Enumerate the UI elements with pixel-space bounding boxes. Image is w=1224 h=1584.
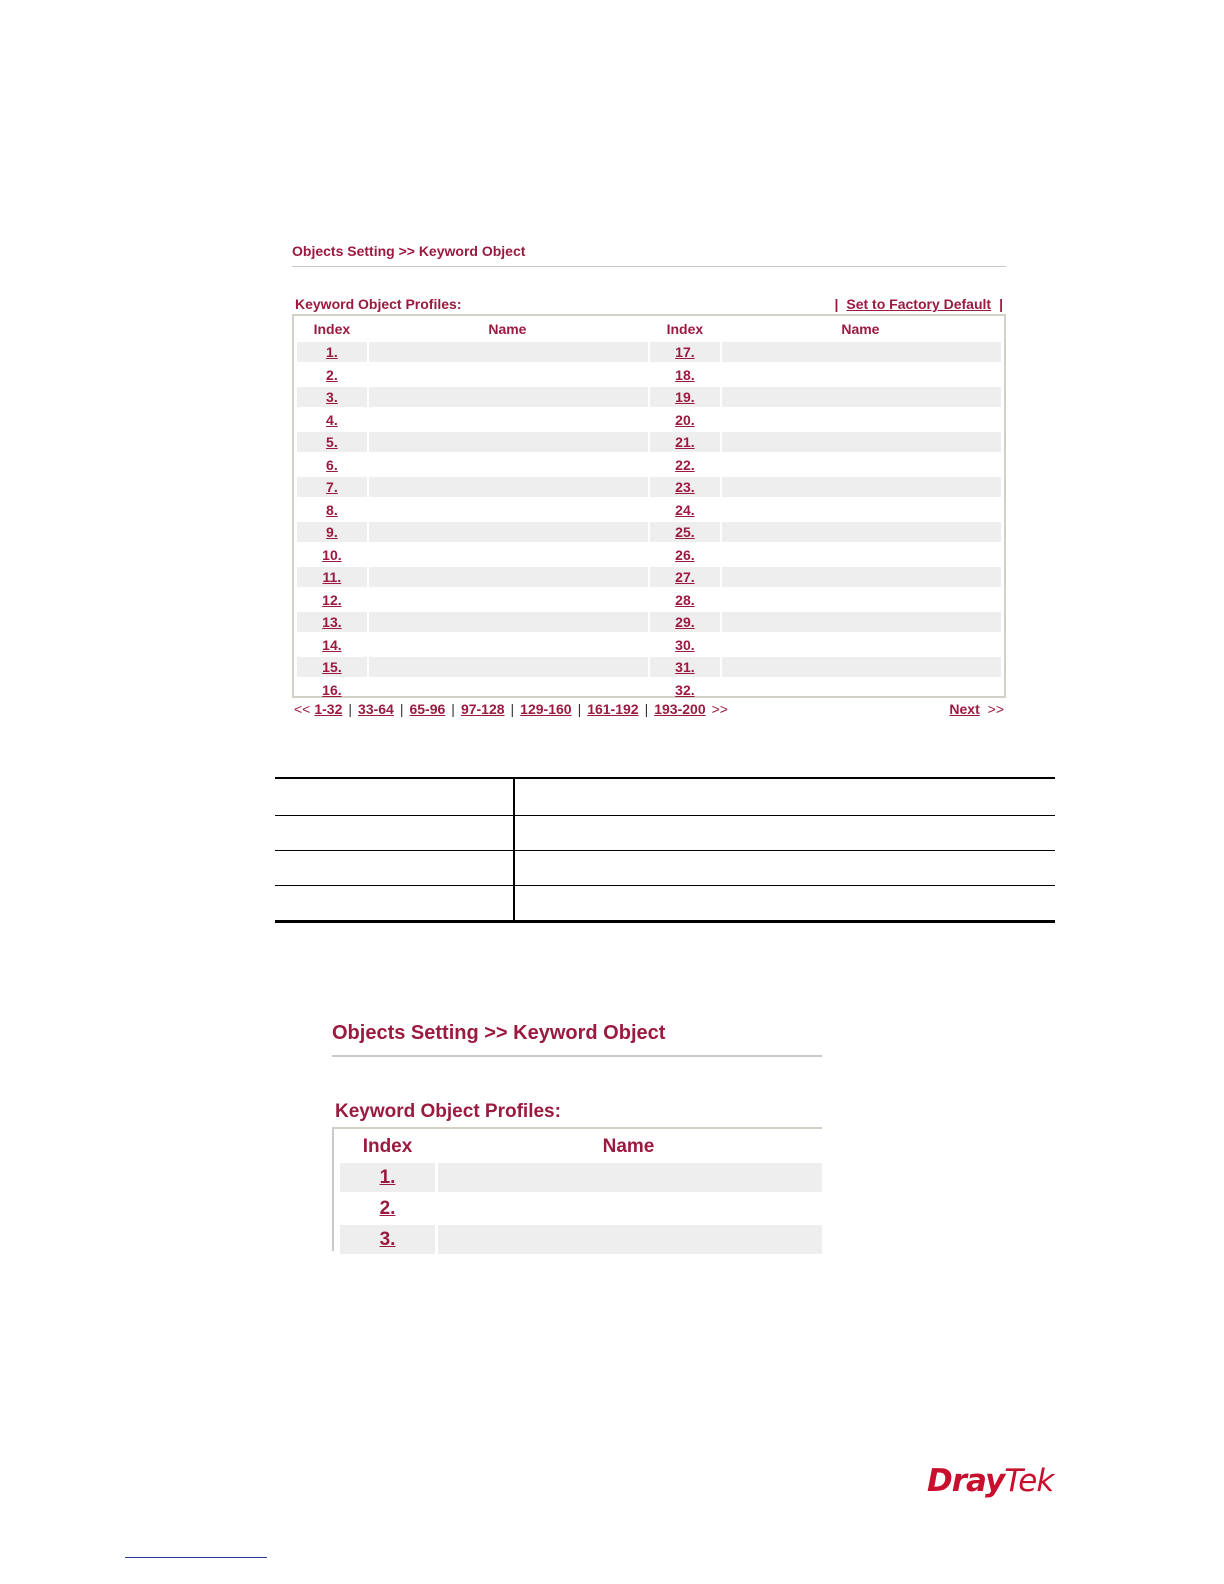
keyword-object-zoomed-screenshot: [332, 1018, 822, 1251]
breadcrumb: Objects Setting >> Keyword Object: [332, 1018, 822, 1057]
table-row: [297, 364, 1001, 387]
index-cell: [340, 1194, 435, 1223]
table-row: [340, 1163, 822, 1194]
table-header: [297, 319, 1001, 341]
index-cell: [297, 432, 367, 452]
profile-index-link[interactable]: 1.: [326, 344, 338, 360]
table-row: [297, 679, 1001, 702]
profile-index-link[interactable]: 24.: [675, 501, 695, 518]
profile-index-link[interactable]: 15.: [322, 659, 342, 675]
name-cell: [369, 590, 648, 610]
index-cell: [650, 612, 720, 632]
index-cell: [297, 635, 367, 655]
table-row: [340, 1194, 822, 1225]
name-cell: [369, 612, 648, 632]
column-header-index: Index: [313, 321, 351, 337]
table-row: [297, 521, 1001, 544]
name-cell: [369, 657, 648, 677]
separator: |: [834, 296, 839, 312]
table-row: [297, 431, 1001, 454]
profile-index-link[interactable]: 18.: [675, 366, 695, 383]
profile-index-link[interactable]: 3.: [379, 1229, 396, 1250]
table-rows: [340, 1163, 822, 1256]
index-cell: [650, 522, 720, 542]
name-cell: [369, 500, 648, 520]
index-cell: [297, 680, 367, 700]
index-cell: [297, 657, 367, 677]
profile-index-link[interactable]: 26.: [675, 546, 695, 563]
index-cell: [297, 500, 367, 520]
index-cell: [650, 545, 720, 565]
index-cell: [297, 410, 367, 430]
name-cell: [722, 545, 1001, 565]
index-cell: [650, 365, 720, 385]
separator: |: [348, 701, 353, 717]
logo-dray: Dray: [927, 1463, 1005, 1499]
profile-index-link[interactable]: 13.: [322, 614, 342, 630]
name-cell: [369, 635, 648, 655]
table-row: [297, 544, 1001, 567]
page-range-link[interactable]: 129-160: [520, 701, 572, 717]
factory-default-group: [826, 296, 1003, 314]
index-cell: [297, 545, 367, 565]
logo-tek: Tek: [1004, 1463, 1054, 1499]
column-header-name: Name: [488, 321, 527, 337]
table-row: [297, 499, 1001, 522]
profile-index-link[interactable]: 31.: [675, 659, 695, 675]
table-row: [297, 341, 1001, 364]
table-row: [275, 816, 1055, 851]
page-range-link[interactable]: 65-96: [409, 701, 446, 717]
profile-index-link[interactable]: 32.: [675, 681, 695, 698]
separator: |: [510, 701, 515, 717]
profile-index-link[interactable]: 29.: [675, 614, 695, 630]
index-cell: [297, 365, 367, 385]
name-cell: [369, 432, 648, 452]
name-cell: [438, 1225, 822, 1254]
index-cell: [650, 657, 720, 677]
prev-arrows: <<: [294, 701, 311, 717]
profile-index-link[interactable]: 23.: [675, 479, 695, 495]
column-header-index: Index: [362, 1136, 413, 1157]
name-cell: [369, 522, 648, 542]
table-row: [297, 634, 1001, 657]
table-row: [297, 656, 1001, 679]
footer-rule: [125, 1557, 267, 1558]
index-cell: [297, 342, 367, 362]
keyword-object-screenshot: [292, 238, 1006, 717]
profile-index-link[interactable]: 25.: [675, 524, 695, 540]
name-cell: [722, 455, 1001, 475]
table-row: [297, 589, 1001, 612]
name-cell: [722, 657, 1001, 677]
name-cell: [369, 410, 648, 430]
index-cell: [650, 477, 720, 497]
index-cell: [650, 342, 720, 362]
column-header-index: Index: [666, 321, 704, 337]
table-row: [297, 454, 1001, 477]
draytek-logo: [927, 1463, 1053, 1499]
profile-index-link[interactable]: 9.: [326, 524, 338, 540]
index-cell: [297, 590, 367, 610]
page-range-link[interactable]: 97-128: [460, 701, 505, 717]
index-cell: [650, 567, 720, 587]
name-cell: [369, 545, 648, 565]
profile-index-link[interactable]: 17.: [675, 344, 695, 360]
name-cell: [722, 567, 1001, 587]
index-cell: [340, 1225, 435, 1254]
name-cell: [722, 612, 1001, 632]
profiles-table: [332, 1127, 822, 1251]
profile-index-link[interactable]: 21.: [675, 434, 695, 450]
index-cell: [650, 635, 720, 655]
name-cell: [369, 342, 648, 362]
table-row: [297, 566, 1001, 589]
profile-index-link[interactable]: 20.: [675, 411, 695, 428]
index-cell: [650, 432, 720, 452]
name-cell: [722, 500, 1001, 520]
index-cell: [650, 410, 720, 430]
index-cell: [650, 387, 720, 407]
profile-index-link[interactable]: 16.: [322, 681, 342, 698]
profile-index-link[interactable]: 19.: [675, 389, 695, 405]
table-row: [340, 1225, 822, 1256]
name-cell: [722, 680, 1001, 700]
index-cell: [297, 477, 367, 497]
name-cell: [722, 432, 1001, 452]
table-row: [275, 778, 1055, 816]
table-row: [297, 611, 1001, 634]
page-range-links: [294, 701, 728, 717]
profile-index-link[interactable]: 11.: [322, 569, 342, 585]
profile-index-link[interactable]: 1.: [379, 1167, 396, 1188]
profile-index-link[interactable]: 3.: [326, 389, 338, 405]
name-cell: [722, 365, 1001, 385]
separator: |: [577, 701, 582, 717]
index-cell: [650, 455, 720, 475]
name-cell: [369, 365, 648, 385]
profiles-table: [292, 314, 1006, 698]
name-cell: [722, 522, 1001, 542]
column-header-name: Name: [841, 321, 880, 337]
next-arrows: >>: [711, 701, 728, 717]
profile-index-link[interactable]: 28.: [675, 591, 695, 608]
index-cell: [297, 387, 367, 407]
profiles-title: Keyword Object Profiles:: [295, 296, 462, 312]
table-row: [297, 476, 1001, 499]
index-cell: [297, 522, 367, 542]
breadcrumb: Objects Setting >> Keyword Object: [292, 238, 1006, 267]
profile-index-link[interactable]: 2.: [379, 1198, 396, 1219]
name-cell: [369, 477, 648, 497]
table-row: [297, 386, 1001, 409]
profiles-bar: [292, 296, 1006, 314]
profile-index-link[interactable]: 8.: [326, 501, 338, 518]
index-cell: [297, 567, 367, 587]
index-cell: [297, 612, 367, 632]
index-cell: [650, 590, 720, 610]
profile-index-link[interactable]: 22.: [675, 456, 695, 473]
index-cell: [650, 680, 720, 700]
table-row: [275, 851, 1055, 886]
name-cell: [722, 410, 1001, 430]
name-cell: [369, 387, 648, 407]
profile-index-link[interactable]: 4.: [326, 411, 338, 428]
next-group: [949, 701, 1004, 717]
name-cell: [722, 342, 1001, 362]
table-row: [275, 886, 1055, 922]
name-cell: [722, 590, 1001, 610]
page-range-link[interactable]: 193-200: [654, 701, 706, 717]
profile-index-link[interactable]: 7.: [326, 479, 338, 495]
name-cell: [369, 455, 648, 475]
separator: |: [999, 296, 1003, 312]
column-header-name: Name: [602, 1136, 655, 1157]
name-cell: [438, 1163, 822, 1192]
table-header: [340, 1133, 822, 1163]
separator: |: [644, 701, 649, 717]
pagination: [292, 701, 1006, 717]
name-cell: [438, 1194, 822, 1223]
profile-index-link[interactable]: 27.: [675, 569, 695, 585]
next-link[interactable]: Next: [949, 701, 980, 717]
description-table: [275, 777, 1055, 923]
page-range-link[interactable]: 161-192: [587, 701, 639, 717]
profile-index-link[interactable]: 12.: [322, 591, 342, 608]
next-arrows: >>: [987, 701, 1004, 717]
separator: |: [451, 701, 455, 717]
profile-index-link[interactable]: 14.: [322, 636, 342, 653]
name-cell: [722, 635, 1001, 655]
index-cell: [297, 455, 367, 475]
table-rows: [297, 341, 1001, 701]
index-cell: [650, 500, 720, 520]
profiles-title: Keyword Object Profiles:: [335, 1101, 561, 1122]
profile-index-link[interactable]: 6.: [326, 456, 338, 473]
name-cell: [369, 567, 648, 587]
set-to-factory-default-link[interactable]: Set to Factory Default: [846, 296, 992, 312]
profile-index-link[interactable]: 5.: [326, 434, 338, 450]
page-range-link[interactable]: 33-64: [358, 701, 394, 717]
name-cell: [369, 680, 648, 700]
table-row: [297, 409, 1001, 432]
index-cell: [340, 1163, 435, 1192]
name-cell: [722, 387, 1001, 407]
profile-index-link[interactable]: 30.: [675, 636, 695, 653]
profile-index-link[interactable]: 2.: [326, 366, 338, 383]
name-cell: [722, 477, 1001, 497]
profile-index-link[interactable]: 10.: [322, 546, 342, 563]
page-range-link[interactable]: 1-32: [314, 701, 343, 717]
separator: |: [399, 701, 404, 717]
